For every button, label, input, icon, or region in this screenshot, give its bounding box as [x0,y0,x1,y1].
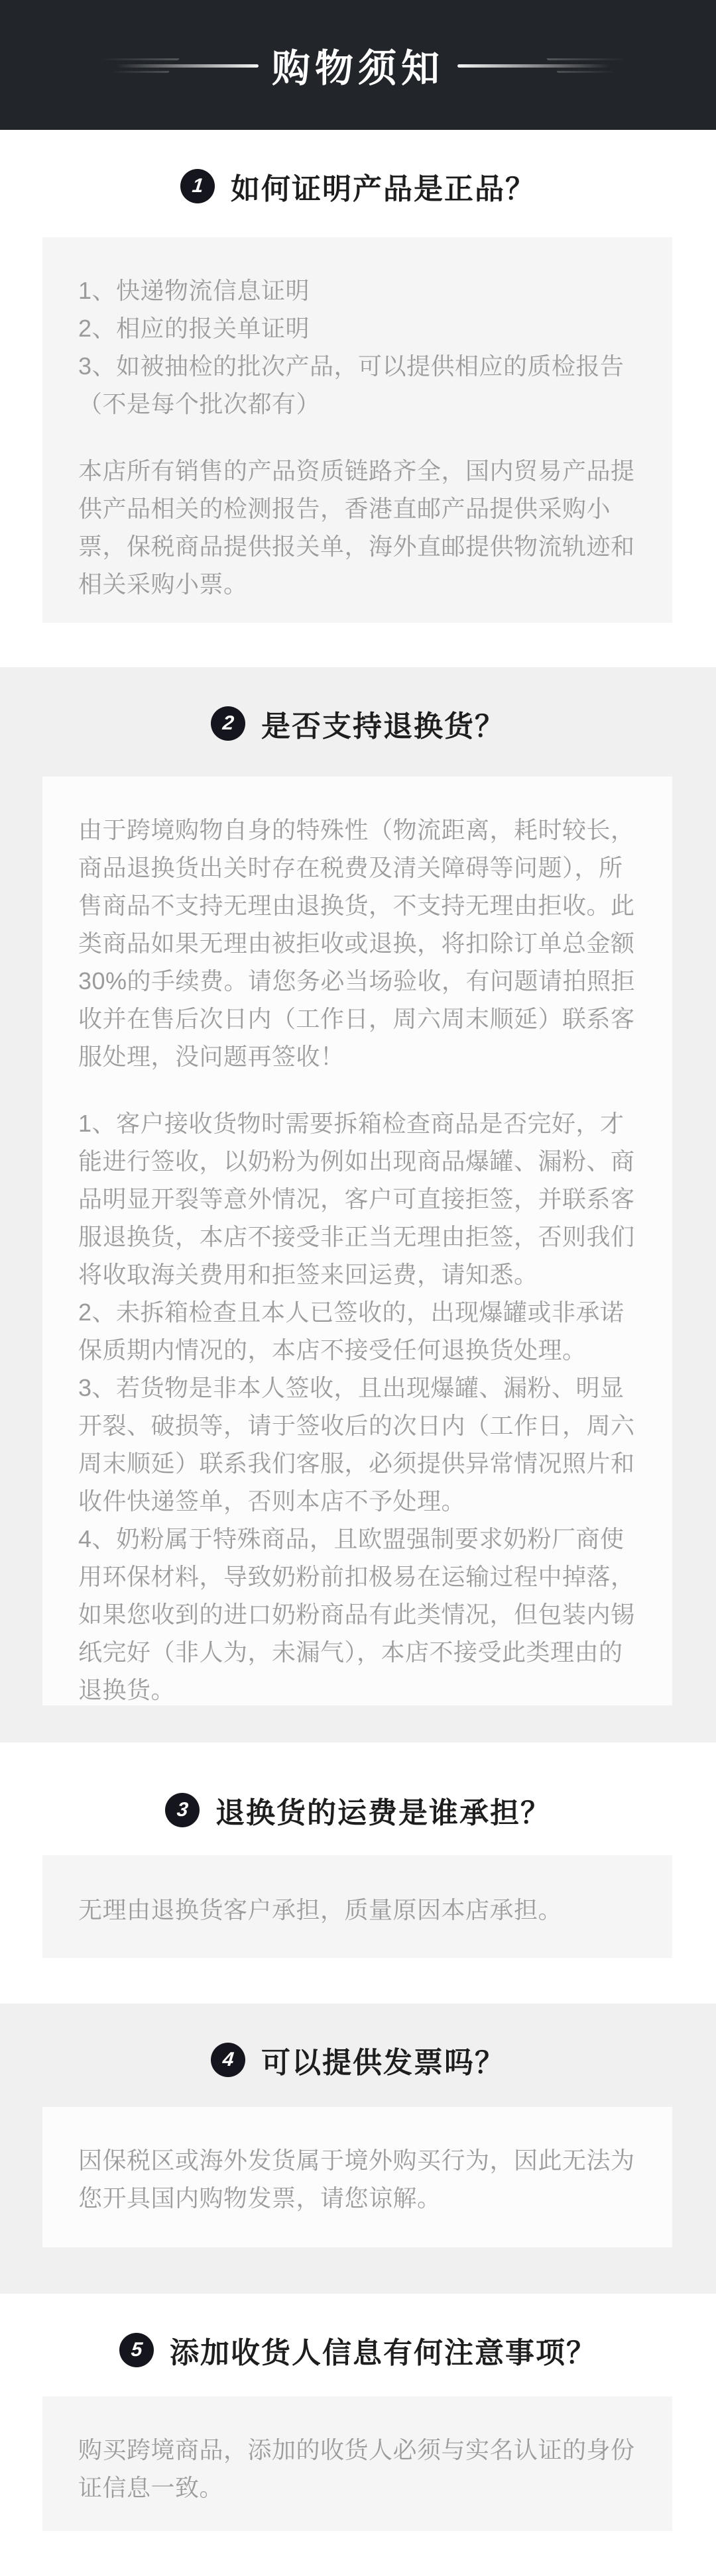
section-consignee-box [42,2396,672,2531]
number-badge-4 [211,2043,245,2077]
section-invoice-band [0,2004,716,2294]
section-consignee-title: 添加收货人信息有何注意事项？ [170,2337,597,2369]
section-returns-heading [0,705,716,742]
section-shipping-fee-box [42,1855,672,1958]
section-authenticity-heading [0,168,716,205]
section-returns-box [42,777,672,1705]
section-authenticity-box [42,237,672,623]
section-shipping-fee-title: 退换货的运费是谁承担？ [215,1797,551,1829]
number-badge-1 [180,169,215,203]
badge-digit: 2 [221,712,235,734]
section-invoice-title: 可以提供发票吗？ [261,2047,505,2079]
page-title: 购物须知 [271,47,444,90]
number-badge-3 [165,1793,200,1827]
returns-rule: 3、若货物是非本人签收，且出现爆罐、漏粉、明显开裂、破损等，请于签收后的次日内（工作日，周六周末顺延）联系我们客服，必须提供异常情况照片和收件快递签单，否则本店不予处理。 [78,1374,635,1515]
header-banner [0,0,716,130]
proof-item: 2、相应的报关单证明 [78,315,310,342]
number-badge-2 [211,706,245,741]
badge-digit: 3 [175,1799,190,1821]
deco-line-right [457,64,610,68]
returns-rule: 1、客户接收货物时需要拆箱检查商品是否完好，才能进行签收，以奶粉为例如出现商品爆罐、漏粉、商品明显开裂等意外情况，客户可直接拒签，并联系客服退换货，本店不接受非正当无理由拒签，否则我们将收取海关费用和拒签来回运费，请知悉。 [78,1110,635,1288]
proof-item: 3、如被抽检的批次产品，可以提供相应的质检报告（不是每个批次都有） [78,352,625,417]
number-badge-5 [119,2333,154,2367]
section-shipping-fee-heading [0,1792,716,1829]
badge-digit: 4 [221,2049,235,2070]
section-consignee-heading [0,2332,716,2369]
invoice-paragraph: 因保税区或海外发货属于境外购买行为，因此无法为您开具国内购物发票，请您谅解。 [78,2147,635,2212]
returns-rule: 4、奶粉属于特殊商品，且欧盟强制要求奶粉厂商使用环保材料，导致奶粉前扣极易在运输过程中掉落，如果您收到的进口奶粉商品有此类情况，但包装内锡纸完好（非人为，未漏气），本店不接受此类理由的退换货。 [78,1525,635,1703]
section-returns-band [0,667,716,1743]
returns-intro-paragraph: 由于跨境购物自身的特殊性（物流距离，耗时较长，商品退换货出关时存在税费及清关障碍等问题），所售商品不支持无理由退换货，不支持无理由拒收。此类商品如果无理由被拒收或退换，将扣除订单总金额30%的手续费。请您务必当场验收，有问题请拍照拒收并在售后次日内（工作日，周六周末顺延）联系客服处理，没问题再签收！ [78,816,636,1070]
section-authenticity-title: 如何证明产品是正品？ [231,173,536,205]
badge-digit: 1 [190,175,205,197]
proof-item: 1、快递物流信息证明 [78,277,310,304]
shipping-fee-paragraph: 无理由退换货客户承担，质量原因本店承担。 [78,1896,563,1923]
section-invoice-heading [0,2041,716,2078]
returns-rule: 2、未拆箱检查且本人已签收的，出现爆罐或非承诺保质期内情况的，本店不接受任何退换货处理。 [78,1299,625,1364]
authenticity-paragraph: 本店所有销售的产品资质链路齐全，国内贸易产品提供产品相关的检测报告，香港直邮产品提供采购小票，保税商品提供报关单，海外直邮提供物流轨迹和相关采购小票。 [78,457,635,598]
section-invoice-box [42,2107,672,2247]
consignee-paragraph: 购买跨境商品，添加的收货人必须与实名认证的身份证信息一致。 [78,2436,635,2501]
badge-digit: 5 [129,2339,144,2361]
section-returns-title: 是否支持退换货？ [261,710,505,743]
